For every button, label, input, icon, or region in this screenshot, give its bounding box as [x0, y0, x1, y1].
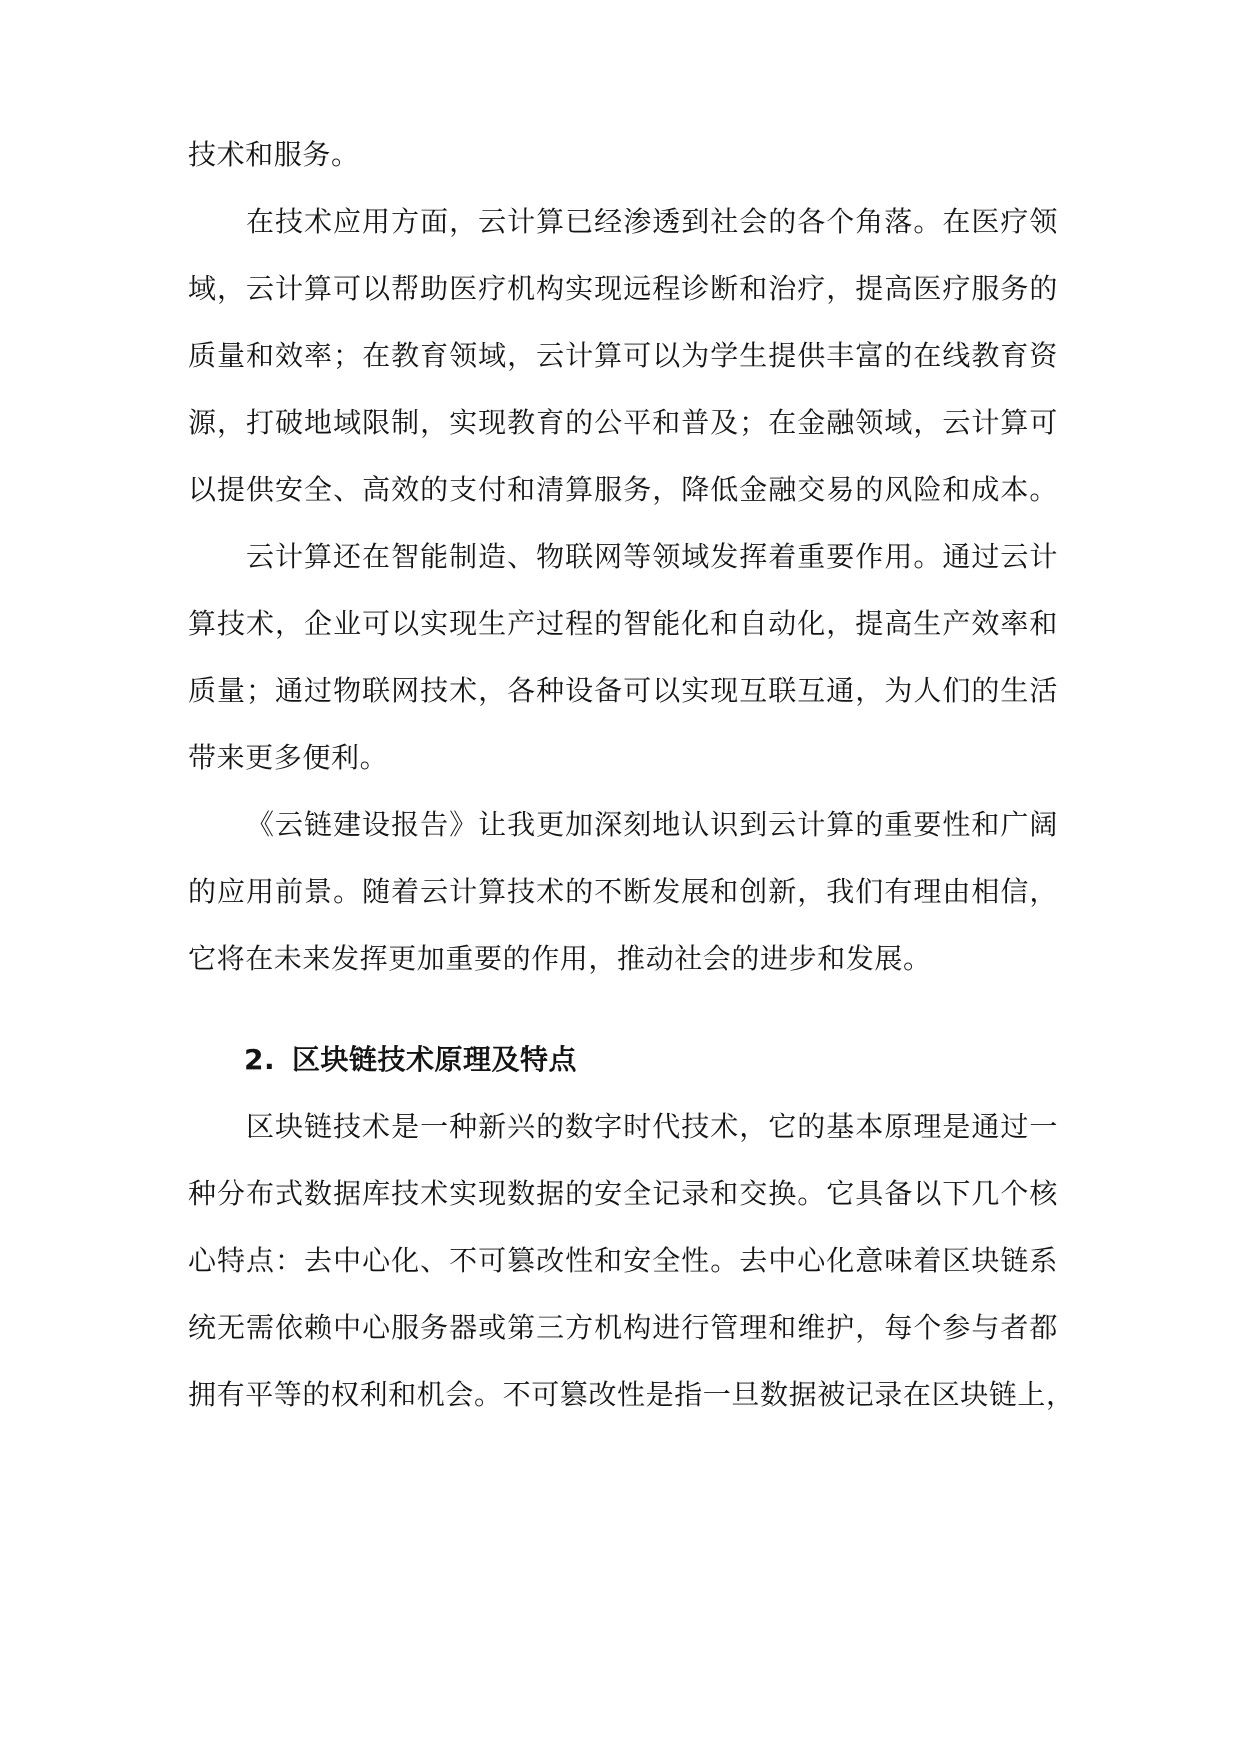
- section-heading: [244, 1040, 577, 1080]
- paragraph-line: 它将在未来发挥更加重要的作用，推动社会的进步和发展。: [188, 942, 932, 975]
- paragraph-line: 域，云计算可以帮助医疗机构实现远程诊断和治疗，提高医疗服务的: [188, 272, 1058, 305]
- paragraph-line: 心特点：去中心化、不可篡改性和安全性。去中心化意味着区块链系: [188, 1244, 1058, 1277]
- paragraph-line: 种分布式数据库技术实现数据的安全记录和交换。它具备以下几个核: [188, 1177, 1058, 1210]
- paragraph-line: 《云链建设报告》让我更加深刻地认识到云计算的重要性和广阔: [246, 808, 1058, 841]
- paragraph-line: 带来更多便利。: [188, 741, 389, 774]
- paragraph-line: 质量和效率；在教育领域，云计算可以为学生提供丰富的在线教育资: [188, 339, 1058, 372]
- paragraph-line: 算技术，企业可以实现生产过程的智能化和自动化，提高生产效率和: [188, 607, 1058, 640]
- paragraph-line: 源，打破地域限制，实现教育的公平和普及；在金融领域，云计算可: [188, 406, 1058, 439]
- section-title: 区块链技术原理及特点: [292, 1043, 578, 1076]
- paragraph-line: 区块链技术是一种新兴的数字时代技术，它的基本原理是通过一: [246, 1110, 1058, 1143]
- paragraph-line: 统无需依赖中心服务器或第三方机构进行管理和维护，每个参与者都: [188, 1311, 1058, 1344]
- paragraph-line: 的应用前景。随着云计算技术的不断发展和创新，我们有理由相信，: [188, 875, 1058, 908]
- paragraph-line: 质量；通过物联网技术，各种设备可以实现互联互通，为人们的生活: [188, 674, 1058, 707]
- paragraph-line: 以提供安全、高效的支付和清算服务，降低金融交易的风险和成本。: [188, 473, 1058, 506]
- paragraph-line: 云计算还在智能制造、物联网等领域发挥着重要作用。通过云计: [246, 540, 1058, 573]
- paragraph-line: 技术和服务。: [188, 138, 360, 171]
- paragraph-line: 拥有平等的权利和机会。不可篡改性是指一旦数据被记录在区块链上，: [188, 1378, 1075, 1411]
- paragraph-line: 在技术应用方面，云计算已经渗透到社会的各个角落。在医疗领: [246, 205, 1058, 238]
- section-number: 2.: [244, 1043, 276, 1076]
